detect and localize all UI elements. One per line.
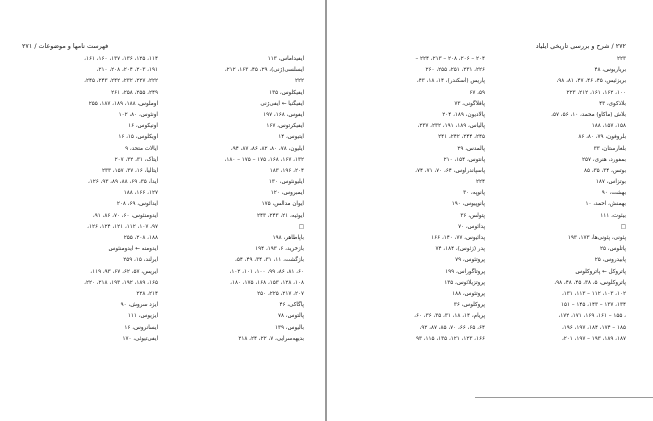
index-entry-line: بهشت، ۹۰ xyxy=(601,190,626,197)
index-entry-line: ایمبروس، ۱۲۰ xyxy=(270,190,304,197)
index-entry-line: ۱۶۶، ۱۲۳، ۱۲۱، ۱۳۵، ۱۱۵، ۹۳ xyxy=(415,335,485,342)
left-page xyxy=(0,0,326,421)
left-page-right-column xyxy=(178,54,304,345)
index-entry-line: ۶۴، ۶۵، ۶۶، ۷۰، ۸۵، ۸۷، ۹۲، xyxy=(419,324,485,331)
index-entry-line: پدر (زئوس)، ۱۸۴، ۷۴ xyxy=(435,246,485,253)
index-entry-line: ایوان مدالس، ۱۷۵ xyxy=(261,201,304,208)
index-entry-line: ایفیگنیا ← ایفی‌ژنی xyxy=(260,100,304,107)
index-entry-line: ۱۵۸، ۱۵۷، ۱۸۸ xyxy=(591,123,626,130)
index-entry-line: پدائیوس، ۷۷، ۱۴۰، ۱۶۶ xyxy=(431,235,485,241)
index-entry-line: ۱۲۷، ۱۶۶، ۱۸۸ xyxy=(123,190,158,197)
index-entry-line: ۶۰، ۸۱، ۸۶، ۹۹، ۱۰۰، ۱۰۱، ۱۰۲، xyxy=(229,268,304,275)
index-entry-line: بدیهه‌سرایی، ۷، ۲۲، ۲۴، ۲۱۸ xyxy=(238,335,304,342)
index-entry-line: پروکلوس، ۳۶ xyxy=(453,302,485,309)
index-entry-line: ۲۴۹، ۲۵۵، ۲۵۸، ۲۶۱ xyxy=(111,89,158,96)
index-entry-line: ایفوس، ۱۶۸، ۱۹۷ xyxy=(263,111,304,118)
index-entry-line: ایتاک، ۳۱، ۳۲، ۲۰۷ xyxy=(114,156,158,163)
index-entry-line: پروتاگوراس، ۱۹۹ xyxy=(445,268,485,275)
index-entry-line: بلروفون، ۷۹، ۸۰، ۸۶ xyxy=(578,134,626,141)
index-entry-line: پروتئوس، ۱۸۸ xyxy=(452,290,485,297)
index-entry-line: ۱۰۸، ۱۲۸، ۱۵۳، ۱۶۸، ۱۷۵، ۱۸۰، xyxy=(230,279,304,286)
index-entry-line: ایریس، ۵۷، ۶۲، ۶۷، ۹۳، ۱۱۹، xyxy=(90,268,158,275)
index-entry-line: ایدومنه ← ایدومنئوس xyxy=(108,246,158,253)
index-entry-line: بریاریوس، ۴۸ xyxy=(594,67,626,74)
index-entry-line: ۲۲۴ xyxy=(475,179,485,186)
index-entry-line: ۱۸۷، ۱۸۹، ۱۹۳ – ۱۹۷، ۲۰۱، xyxy=(561,335,626,342)
index-entry-line: ایسلسی(ژنی)، ۲۹، ۴۵، ۱۶۳، ۲۱۲، xyxy=(224,67,304,74)
index-entry-line: بازگشت، ۱۱، ۳۱، ۳۴، ۴۹، ۵۴، xyxy=(235,257,304,264)
index-entry-line: ایفیداماس، ۱۱۳ xyxy=(267,56,304,62)
index-entry-line: ایلیونئوس، ۱۳۰ xyxy=(268,179,304,186)
index-entry-line: ایدا، ۳۵، ۶۹، ۸۸، ۸۹، ۹۳، ۱۲۶، xyxy=(87,179,158,186)
index-entry-line: ۱۶۵، ۱۸۹، ۱۹۲، ۱۹۳، ۲۱۸، ۲۲۰، xyxy=(84,279,158,286)
index-entry-line: بریزئیس، ۴۵، ۴۶، ۴۷، ۸۱، ۹۸، xyxy=(556,78,626,85)
index-entry-line: بیئوت، ۱۱۱ xyxy=(600,212,626,219)
index-entry-line: پریام، ۱۴، ۱۸، ۳۱، ۳۵، ۳۶، ۶۰، xyxy=(414,313,485,320)
left-page-header: فهرست نامها و موضوعات / ۲۷۱ xyxy=(22,42,109,50)
index-entry-line: ایالات متحد، ۹ xyxy=(125,145,158,152)
index-entry-line: ایتیوس، ۱۴ xyxy=(278,134,304,141)
index-entry-line: بلاذکوی، ۴۳ xyxy=(599,100,626,107)
index-entry-line: بلغارستان، ۳۳ xyxy=(593,145,626,152)
index-entry-line: □ xyxy=(620,223,626,230)
index-entry-line: ایوئیه، ۲۱، ۲۴۳، ۲۴۳ xyxy=(256,212,304,219)
index-entry-line: پانوپه، ۳۰ xyxy=(463,190,485,197)
index-entry-line: باپاطاهر، ۱۹۸ xyxy=(272,235,304,241)
index-entry-line: پاگاکی، ۴۶ xyxy=(279,302,304,309)
index-entry-line: بهمنش، احمد، ۱۰ xyxy=(585,201,626,208)
index-entry-line: پاتروکل ← پاتروکلوس xyxy=(575,268,626,275)
index-entry-line: ایلیون، ۷۸، ۸۰، ۸۲، ۸۶، ۸۷، ۹۴، xyxy=(230,145,304,152)
index-entry-line: ۹۷، ۱۰۷، ۱۱۲، ۱۲۱، ۱۲۴، ۱۲۶، xyxy=(87,223,158,230)
right-page-left-column xyxy=(343,54,485,345)
index-entry-line: پاریس (اسکندر)، ۱۴، ۱۸، ۴۳، xyxy=(416,78,485,85)
index-entry-line: پالادیون، ۱۸۹، ۲۰۴ xyxy=(442,111,485,118)
index-entry-line: پانتوس، ۱۵۴، ۲۱۰ xyxy=(443,156,485,163)
index-entry-line: ایفیکرتوس، ۱۶۷ xyxy=(266,123,304,130)
index-entry-line: ایفیکلوس، ۱۳۵ xyxy=(269,89,304,96)
index-entry-line: بلاش (ماکاو) محمد، ۱۰، ۵۶، ۵۷، xyxy=(551,111,626,118)
index-entry-line: پاتروکلوس، ۵، ۳۸، ۴۵، ۴۸، ۹۸، xyxy=(554,279,626,286)
index-entry-line: اونئوس، ۸۰، ۱۰۲ xyxy=(118,111,158,118)
index-entry-line: بالیوس، ۱۳۹ xyxy=(275,324,304,331)
index-entry-line: پانوپیوس، ۱۹۰ xyxy=(451,201,485,208)
index-entry-line: پئونی، پئونی‌ها، ۱۷۳، ۱۹۳ xyxy=(567,235,626,241)
index-entry-line: ۲۲۲، ۲۲۷، ۲۳۲، ۲۴۲، ۲۴۳، ۲۴۵، xyxy=(84,78,158,85)
index-entry-line: پالمدس، ۲۹ xyxy=(457,145,485,152)
index-entry-line: پابیدروس، ۲۵ xyxy=(594,257,626,264)
index-entry-line: ۲۰۷، ۲۱۷، ۲۲۵، ۲۵۰ xyxy=(257,290,304,297)
index-entry-line: ایفی‌تیوئی، ۱۷۰ xyxy=(122,335,158,342)
index-entry-line: پالتوس، ۷۸ xyxy=(278,313,304,320)
index-entry-line: ۱۰۲، ۱۰۳، ۱۱۲ – ۱۱۳، ۱۳۱، xyxy=(561,290,626,297)
index-entry-line: ۲۲۳ xyxy=(616,56,626,62)
index-entry-line: اوملوس، ۱۸۸، ۱۸۹، ۱۸۷، ۲۵۵ xyxy=(88,100,158,107)
index-entry-line: اویکلوس، ۱۵، ۱۶ xyxy=(118,134,158,141)
index-entry-line: اونیکوس، ۱۶ xyxy=(128,123,158,130)
index-entry-line: ایتالیا، ۱۶، ۳۷، ۱۵۷، ۲۳۳ xyxy=(101,167,158,174)
index-entry-line: پتولس، ۳۶ xyxy=(460,212,485,219)
index-entry-line: ایزیوس، ۱۱۱ xyxy=(127,313,158,320)
index-entry-line: □ xyxy=(298,223,304,230)
index-entry-line: ۲۴۵، ۲۴۴، ۲۴۲، ۲۴۱ xyxy=(438,134,485,141)
index-entry-line: ایرلند، ۱۵، ۲۵۹ xyxy=(123,257,158,264)
right-page-header: ۲۷۲ / شرح و بررسی تاریخی ایلیاد xyxy=(535,42,626,50)
index-entry-line: ایدائوس، ۶۹، ۲۰۸ xyxy=(116,201,158,208)
index-entry-line: ۲۲۲ xyxy=(294,78,304,85)
index-entry-line: بوتس، ۳۴، ۳۵، ۸۵ xyxy=(584,167,626,174)
index-entry-line: ۱۱۴، ۱۲۵، ۱۳۶، ۱۳۷، ۱۶۰، ۱۶۱، xyxy=(84,56,158,62)
index-entry-line: ۲۱۴، ۲۲۸ xyxy=(136,290,158,297)
index-entry-line: ۱۰۰، ۱۶۲، ۱۶۱، ۲۱۲، ۲۲۳ xyxy=(566,89,626,96)
index-entry-line: ۲۰۴ – ۲۰۶، ۲۰۸ – ۲۱۳، ۲۲۴ – xyxy=(415,56,485,62)
index-entry-line: بازخرید، ۶، ۱۹۳، ۱۹۴ xyxy=(255,246,304,253)
index-entry-line: ۱۸۸، ۲۰۸، ۲۵۵ xyxy=(123,235,158,241)
index-entry-line: پاتلوس، ۲۵ xyxy=(600,246,626,253)
index-entry-line: پافلاگونی، ۷۳ xyxy=(454,100,485,107)
index-entry-line: پالیاس، ۱۸۹، ۱۹۱، ۲۳۲، ۲۳۷، xyxy=(417,123,485,130)
index-entry-line: پروتزیلائوس، ۱۳۵ xyxy=(444,279,485,286)
bottom-rule xyxy=(475,397,653,398)
right-page-right-column xyxy=(505,54,626,345)
index-entry-line: پاسپاندراوس، ۶۴، ۷۰، ۷۱، ۷۴، xyxy=(415,167,485,174)
index-entry-line: ۲۲۶، ۲۳۱، ۲۵۱، ۲۵۵، ۲۶۰ xyxy=(425,67,485,74)
index-entry-line: ۱۳۴، ۱۳۷ – ۱۴۳، ۱۴۵ – ۱۵۱ xyxy=(561,302,626,309)
index-entry-line: ایدومنئوس، ۶۰، ۷۰، ۸۶، ۹۱، xyxy=(92,212,158,219)
index-entry-line: ۲۰۴، ۱۹۶، ۱۸۳ xyxy=(269,167,304,174)
index-entry-line: بمفورد، هنری، ۲۵۷ xyxy=(582,156,626,163)
left-page-left-column xyxy=(18,54,158,345)
index-entry-line: ۱۳۲، ۱۶۷، ۱۶۸، ۱۷۵ – ۱۷۵ – ۱۸۰، xyxy=(224,156,304,163)
index-entry-line: ۱۹۱، ۲۰۳، ۲۰۴، ۲۰۸، ۲۱۰، xyxy=(96,67,158,74)
index-entry-line: ایسانروس، ۱۶ xyxy=(124,324,158,331)
index-entry-line: بوتزاس، ۱۸۷ xyxy=(595,179,626,186)
index-entry-line: ۵۹، ۶۷ xyxy=(469,89,485,96)
index-entry-line: ۱۸۵ – ۱۷۴، ۱۸۴، ۱۹۷، ۱۹۶، xyxy=(561,324,626,331)
index-entry-line: پروتئوس، ۷۹ xyxy=(455,257,485,264)
index-entry-line: پدائوس، ۷۰ xyxy=(458,223,485,230)
index-entry-line: ایزد سروش، ۹۰ xyxy=(120,302,158,309)
right-page xyxy=(327,0,653,421)
index-entry-line: ، ۱۵۵ – ۱۶۱، ۱۶۹، ۱۷۱، ۱۷۲، xyxy=(558,313,626,320)
